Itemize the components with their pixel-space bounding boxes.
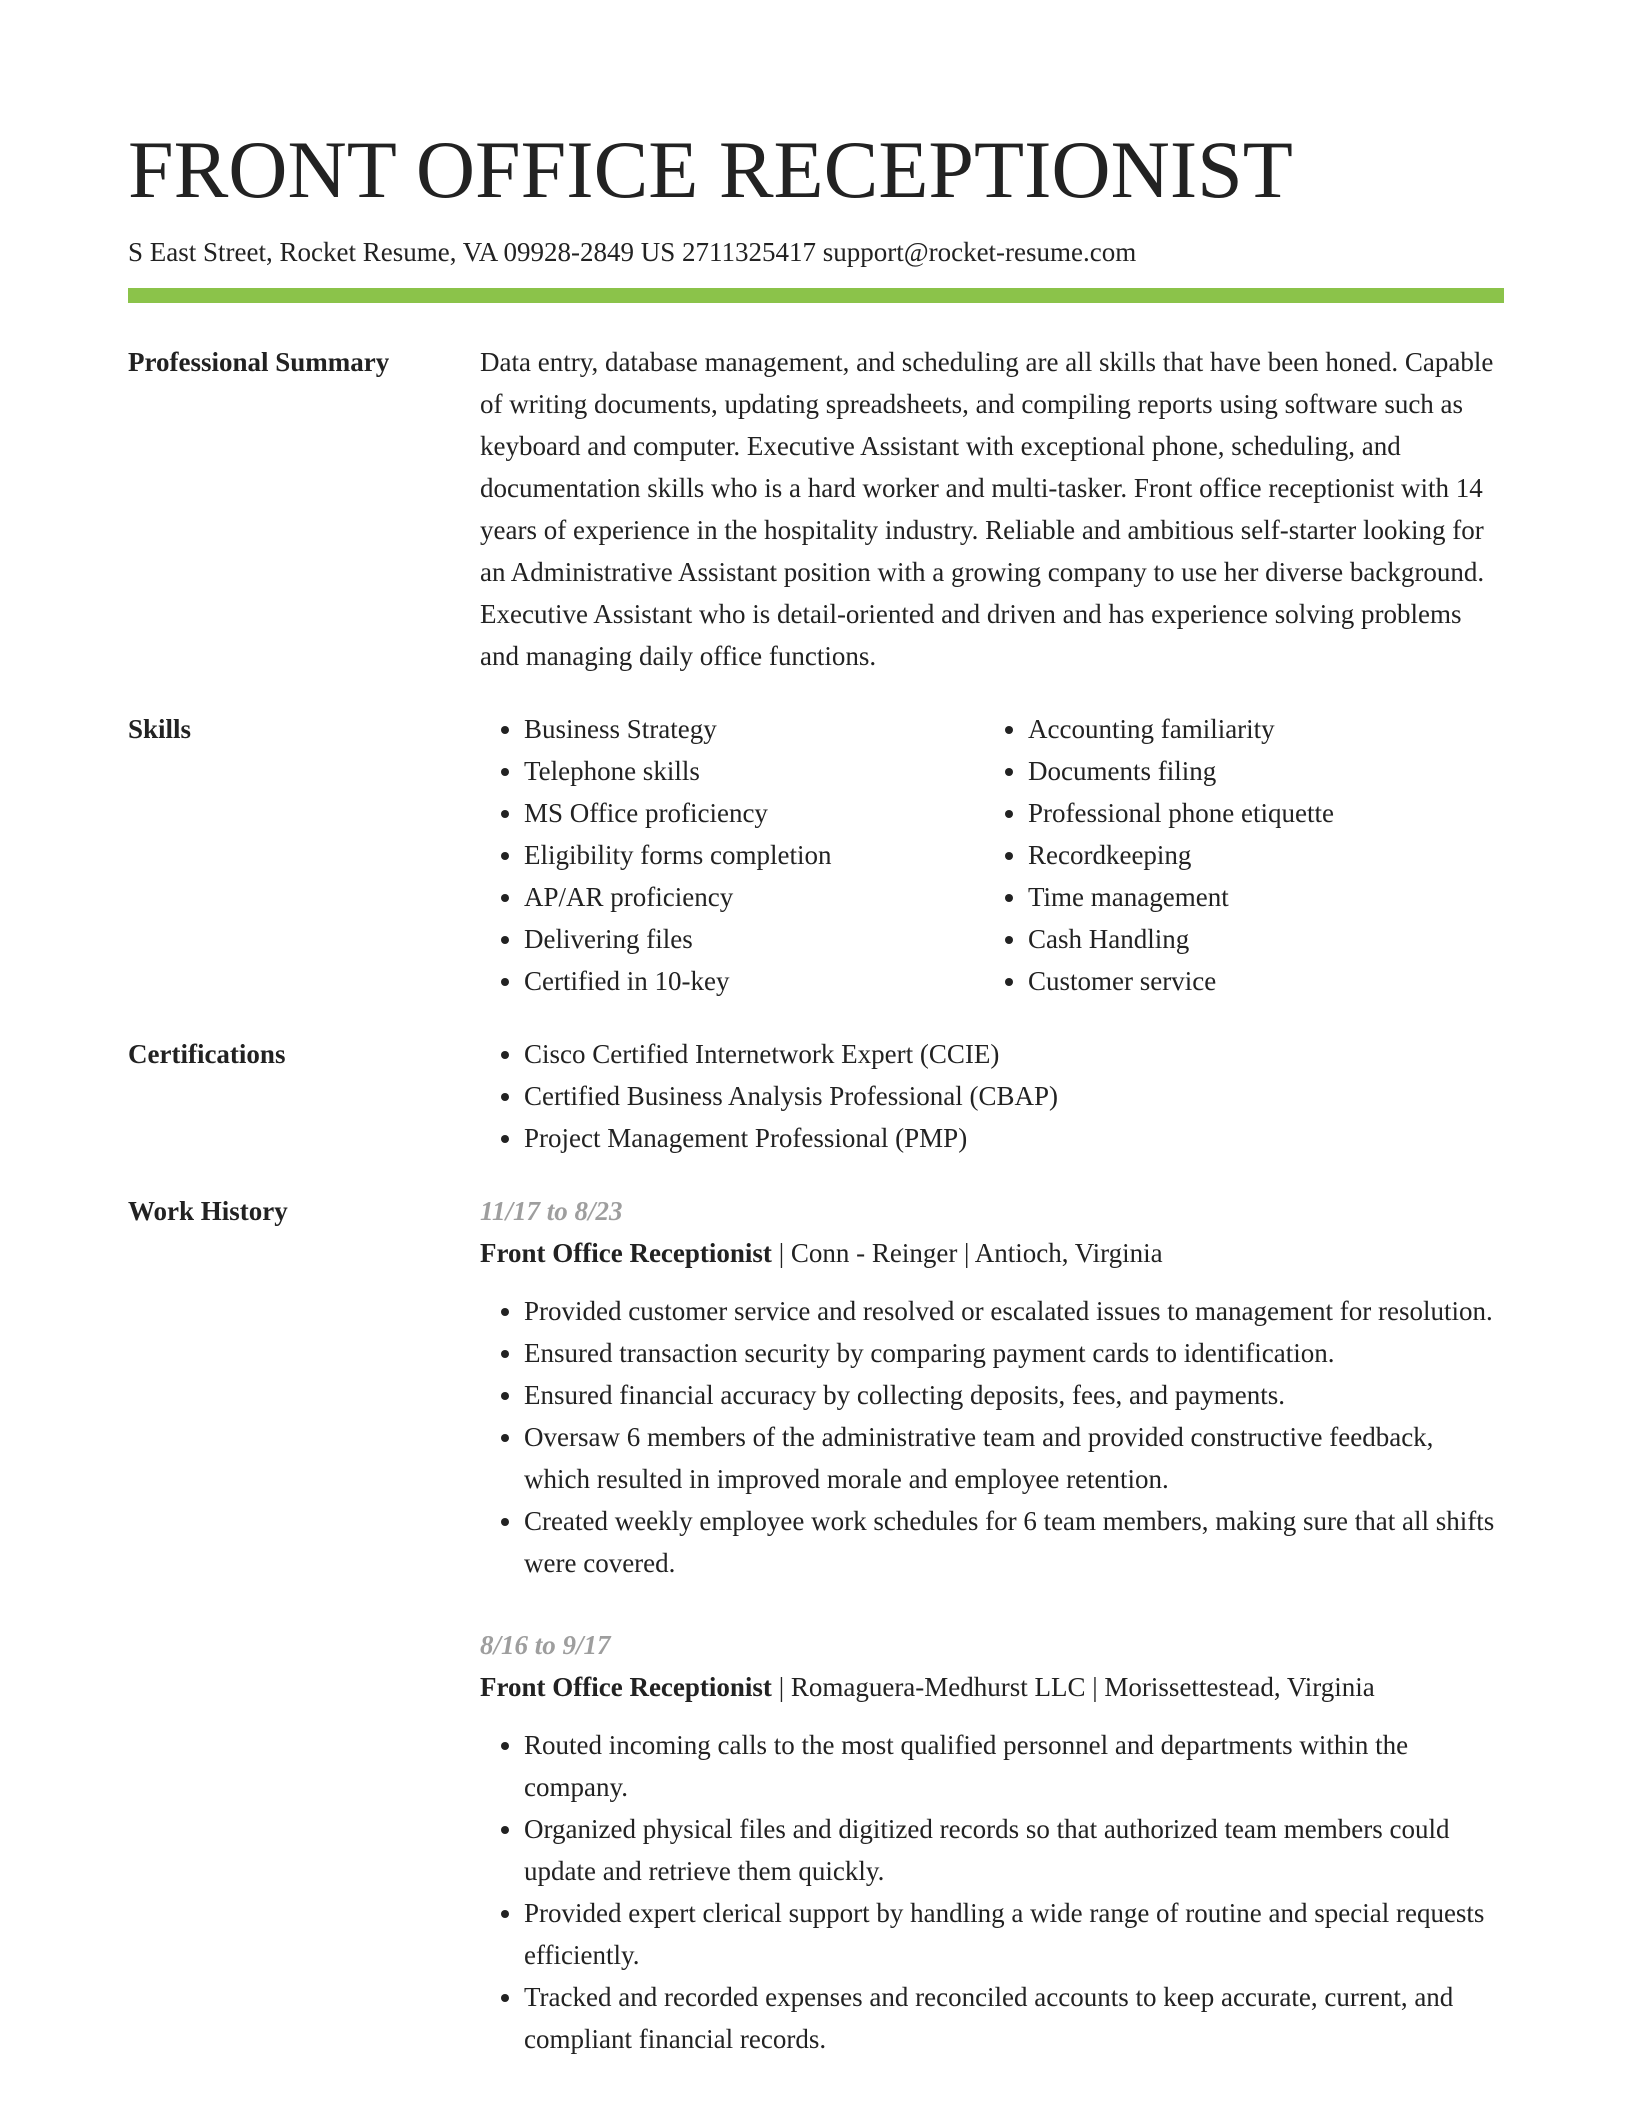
summary-text: Data entry, database management, and scheduling are all skills that have been honed. Capable of writing documents, updating spreadsheets, and compiling reports using software such as keyboard and computer. Executive Assistant with exceptional phone, scheduling, and documentation skills who is a hard worker and multi-tasker. Front office receptionist with 14 years of experience in the hospitality industry. Reliable and ambitious self-starter looking for an Administrative Assistant position with a growing company to use her diverse background. Executive Assistant who is detail-oriented and driven and has experience solving problems and managing daily office functions. xyxy=(480,347,1494,671)
section-work-history xyxy=(128,1190,1504,2060)
list-item: • Provided expert clerical support by handling a wide range of routine and special requests efficiently. xyxy=(524,1892,1504,1976)
job-bullets xyxy=(480,1724,1504,2060)
list-item: • Recordkeeping xyxy=(1028,834,1488,876)
job-bullets xyxy=(480,1290,1504,1584)
job-employer: | Conn - Reinger | Antioch, Virginia xyxy=(771,1238,1163,1268)
job-dates: 11/17 to 8/23 xyxy=(480,1196,623,1226)
section-label-skills: Skills xyxy=(128,714,192,744)
job-employer: | Romaguera-Medhurst LLC | Morissettestead, Virginia xyxy=(771,1672,1375,1702)
job-heading xyxy=(480,1666,1504,1708)
list-item: • Tracked and recorded expenses and reconciled accounts to keep accurate, current, and compliant financial records. xyxy=(524,1976,1504,2060)
section-certifications xyxy=(128,1033,1504,1159)
list-item: • AP/AR proficiency xyxy=(524,876,984,918)
section-body-certifications xyxy=(480,1033,1504,1159)
list-item: • Project Management Professional (PMP) xyxy=(524,1117,1504,1159)
list-item: • Provided customer service and resolved or escalated issues to management for resolution. xyxy=(524,1290,1504,1332)
list-item: • Cisco Certified Internetwork Expert (CCIE) xyxy=(524,1033,1504,1075)
skills-list-left xyxy=(480,708,984,1002)
section-body-work-history xyxy=(480,1190,1504,2060)
list-item: • Organized physical files and digitized records so that authorized team members could update and retrieve them quickly. xyxy=(524,1808,1504,1892)
section-label-certifications: Certifications xyxy=(128,1039,286,1069)
job-entry xyxy=(480,1190,1504,1584)
skills-columns xyxy=(480,708,1504,1002)
list-item: • Oversaw 6 members of the administrative team and provided constructive feedback, which resulted in improved morale and employee retention. xyxy=(524,1416,1504,1500)
list-item: • MS Office proficiency xyxy=(524,792,984,834)
list-item: • Customer service xyxy=(1028,960,1488,1002)
list-item: • Delivering files xyxy=(524,918,984,960)
list-item: • Business Strategy xyxy=(524,708,984,750)
resume-name: FRONT OFFICE RECEPTIONIST xyxy=(128,124,1293,215)
list-item: • Professional phone etiquette xyxy=(1028,792,1488,834)
section-label-summary: Professional Summary xyxy=(128,347,390,377)
job-title: Front Office Receptionist xyxy=(480,1238,772,1268)
list-item: • Created weekly employee work schedules for 6 team members, making sure that all shifts were covered. xyxy=(524,1500,1504,1584)
list-item: • Ensured financial accuracy by collecting deposits, fees, and payments. xyxy=(524,1374,1504,1416)
list-item: • Telephone skills xyxy=(524,750,984,792)
list-item: • Routed incoming calls to the most qualified personnel and departments within the company. xyxy=(524,1724,1504,1808)
list-item: • Cash Handling xyxy=(1028,918,1488,960)
certifications-list xyxy=(480,1033,1504,1159)
list-item: • Certified Business Analysis Professional (CBAP) xyxy=(524,1075,1504,1117)
header-divider xyxy=(128,288,1504,303)
job-title: Front Office Receptionist xyxy=(480,1672,772,1702)
section-summary xyxy=(128,341,1504,677)
list-item: • Accounting familiarity xyxy=(1028,708,1488,750)
list-item: • Ensured transaction security by comparing payment cards to identification. xyxy=(524,1332,1504,1374)
list-item: • Certified in 10-key xyxy=(524,960,984,1002)
list-item: • Eligibility forms completion xyxy=(524,834,984,876)
list-item: • Time management xyxy=(1028,876,1488,918)
section-label-work-history: Work History xyxy=(128,1196,288,1226)
list-item: • Documents filing xyxy=(1028,750,1488,792)
section-skills xyxy=(128,708,1504,1002)
job-entry xyxy=(480,1624,1504,2060)
section-body-summary xyxy=(480,341,1504,677)
contact-line: S East Street, Rocket Resume, VA 09928-2849 US 2711325417 support@rocket-resume.com xyxy=(128,237,1137,267)
skills-list-right xyxy=(984,708,1488,1002)
job-dates: 8/16 to 9/17 xyxy=(480,1630,611,1660)
job-heading xyxy=(480,1232,1504,1274)
resume-page xyxy=(128,118,1504,2060)
